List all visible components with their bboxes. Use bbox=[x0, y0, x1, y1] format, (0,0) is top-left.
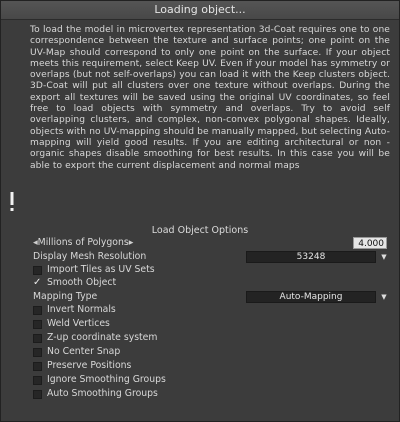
auto-smoothing-label: Auto Smoothing Groups bbox=[47, 388, 158, 399]
display-mesh-label: Display Mesh Resolution bbox=[33, 251, 147, 262]
mapping-type-select[interactable]: Auto-Mapping bbox=[246, 291, 376, 303]
exclamation-icon bbox=[8, 192, 16, 212]
smooth-object-label: Smooth Object bbox=[47, 277, 117, 288]
options-title: Load Object Options bbox=[151, 225, 249, 236]
weld-vertices-checkbox[interactable] bbox=[33, 320, 42, 329]
millions-polygons-label: ◂Millions of Polygons▸ bbox=[33, 237, 134, 248]
invert-normals-label: Invert Normals bbox=[47, 304, 116, 315]
ignore-smoothing-label: Ignore Smoothing Groups bbox=[47, 374, 166, 385]
display-mesh-select[interactable]: 53248 bbox=[246, 251, 376, 263]
mapping-type-label: Mapping Type bbox=[33, 291, 98, 302]
weld-vertices-label: Weld Vertices bbox=[47, 318, 110, 329]
triangle-down-icon[interactable]: ▼ bbox=[381, 293, 387, 301]
window-title: Loading object... bbox=[1, 1, 399, 20]
millions-polygons-input[interactable]: 4.000 bbox=[353, 237, 387, 249]
description-text: To load the model in microvertex representation 3d-Coat requires one to one correspondence between the texture and surface points; one point on the UV-Map should correspond to only one point on the surface. If your object meets this requirement, select Keep UV. Even if your model has symmetry or overlaps (but not self-overlaps) you can load it with the Keep clusters object. 3D-Coat will put all clusters over one texture without overlaps. During the export all textures will be saved using the original UV coordinates, so feel free to load objects with symmetry and overlaps. Try to avoid self overlapping clusters, and complex, non-convex polygonal shapes. Ideally, objects with no UV-mapping should be manually mapped, but selecting Auto-mapping will yield good results. If you are editing architectural or non - organic shapes disable smoothing for best results. In this case you will be able to export the current displacement and normal maps bbox=[30, 25, 390, 171]
auto-smoothing-checkbox[interactable] bbox=[33, 390, 42, 399]
no-center-snap-label: No Center Snap bbox=[47, 346, 121, 357]
preserve-positions-label: Preserve Positions bbox=[47, 360, 132, 371]
import-tiles-checkbox[interactable] bbox=[33, 266, 42, 275]
import-tiles-label: Import Tiles as UV Sets bbox=[47, 264, 155, 275]
z-up-checkbox[interactable] bbox=[33, 334, 42, 343]
preserve-positions-checkbox[interactable] bbox=[33, 362, 42, 371]
invert-normals-checkbox[interactable] bbox=[33, 306, 42, 315]
triangle-down-icon[interactable]: ▼ bbox=[381, 253, 387, 261]
no-center-snap-checkbox[interactable] bbox=[33, 348, 42, 357]
z-up-label: Z-up coordinate system bbox=[47, 332, 158, 343]
ignore-smoothing-checkbox[interactable] bbox=[33, 376, 42, 385]
smooth-object-check-icon[interactable]: ✓ bbox=[33, 277, 42, 288]
